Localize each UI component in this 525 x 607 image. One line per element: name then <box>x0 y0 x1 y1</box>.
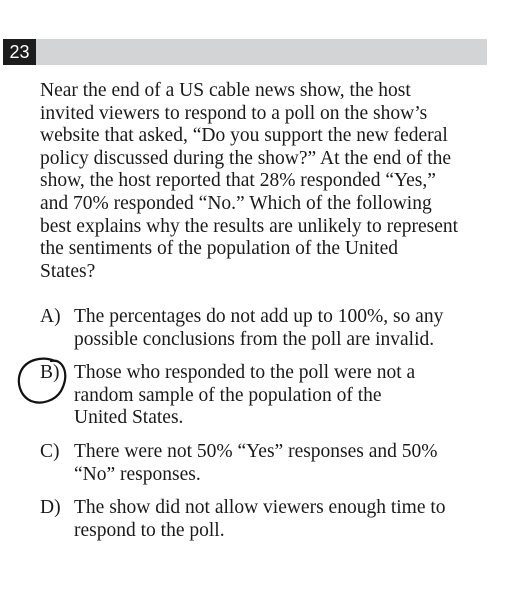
choice-d-line: respond to the poll. <box>74 519 225 541</box>
choice-d[interactable] <box>40 497 500 542</box>
choice-a-line: The percentages do not add up to 100%, so any <box>74 306 444 327</box>
choice-b-letter: B) <box>40 362 60 384</box>
question-stem <box>40 80 500 283</box>
question-number: 23 <box>3 39 36 65</box>
stem-line: invited viewers to respond to a poll on the show’s <box>40 102 428 124</box>
choice-b-line: United States. <box>74 407 184 429</box>
choice-a-text <box>40 306 500 351</box>
choice-b-line: Those who responded to the poll were not a <box>74 362 416 384</box>
choice-a-line: possible conclusions from the poll are invalid. <box>74 328 435 350</box>
choice-b-line: random sample of the population of the <box>74 384 382 406</box>
choice-a[interactable] <box>40 306 500 351</box>
choice-d-text <box>40 497 500 542</box>
choice-d-letter: D) <box>40 497 61 519</box>
choice-d-line: The show did not allow viewers enough time to <box>74 497 446 519</box>
choice-a-letter: A) <box>40 306 61 327</box>
stem-line: Near the end of a US cable news show, the host <box>40 80 411 101</box>
stem-line: and 70% responded “No.” Which of the following <box>40 192 432 214</box>
choice-c-text <box>40 441 500 486</box>
stem-line: show, the host reported that 28% responded “Yes,” <box>40 170 436 192</box>
stem-line: the sentiments of the population of the United <box>40 238 398 260</box>
stem-line: website that asked, “Do you support the new federal <box>40 125 448 147</box>
answer-choices <box>40 306 500 553</box>
stem-line: best explains why the results are unlikely to represent <box>40 215 459 237</box>
choice-c-line: There were not 50% “Yes” responses and 50% <box>74 440 438 462</box>
choice-b-text <box>40 362 500 430</box>
stem-line: policy discussed during the show?” At the end of the <box>40 147 452 169</box>
choice-c[interactable] <box>40 441 500 486</box>
choice-c-letter: C) <box>40 440 60 462</box>
choice-c-line: “No” responses. <box>74 463 201 485</box>
stem-line: States? <box>40 260 96 282</box>
question-header-bar <box>3 39 487 65</box>
choice-b[interactable] <box>40 362 500 430</box>
